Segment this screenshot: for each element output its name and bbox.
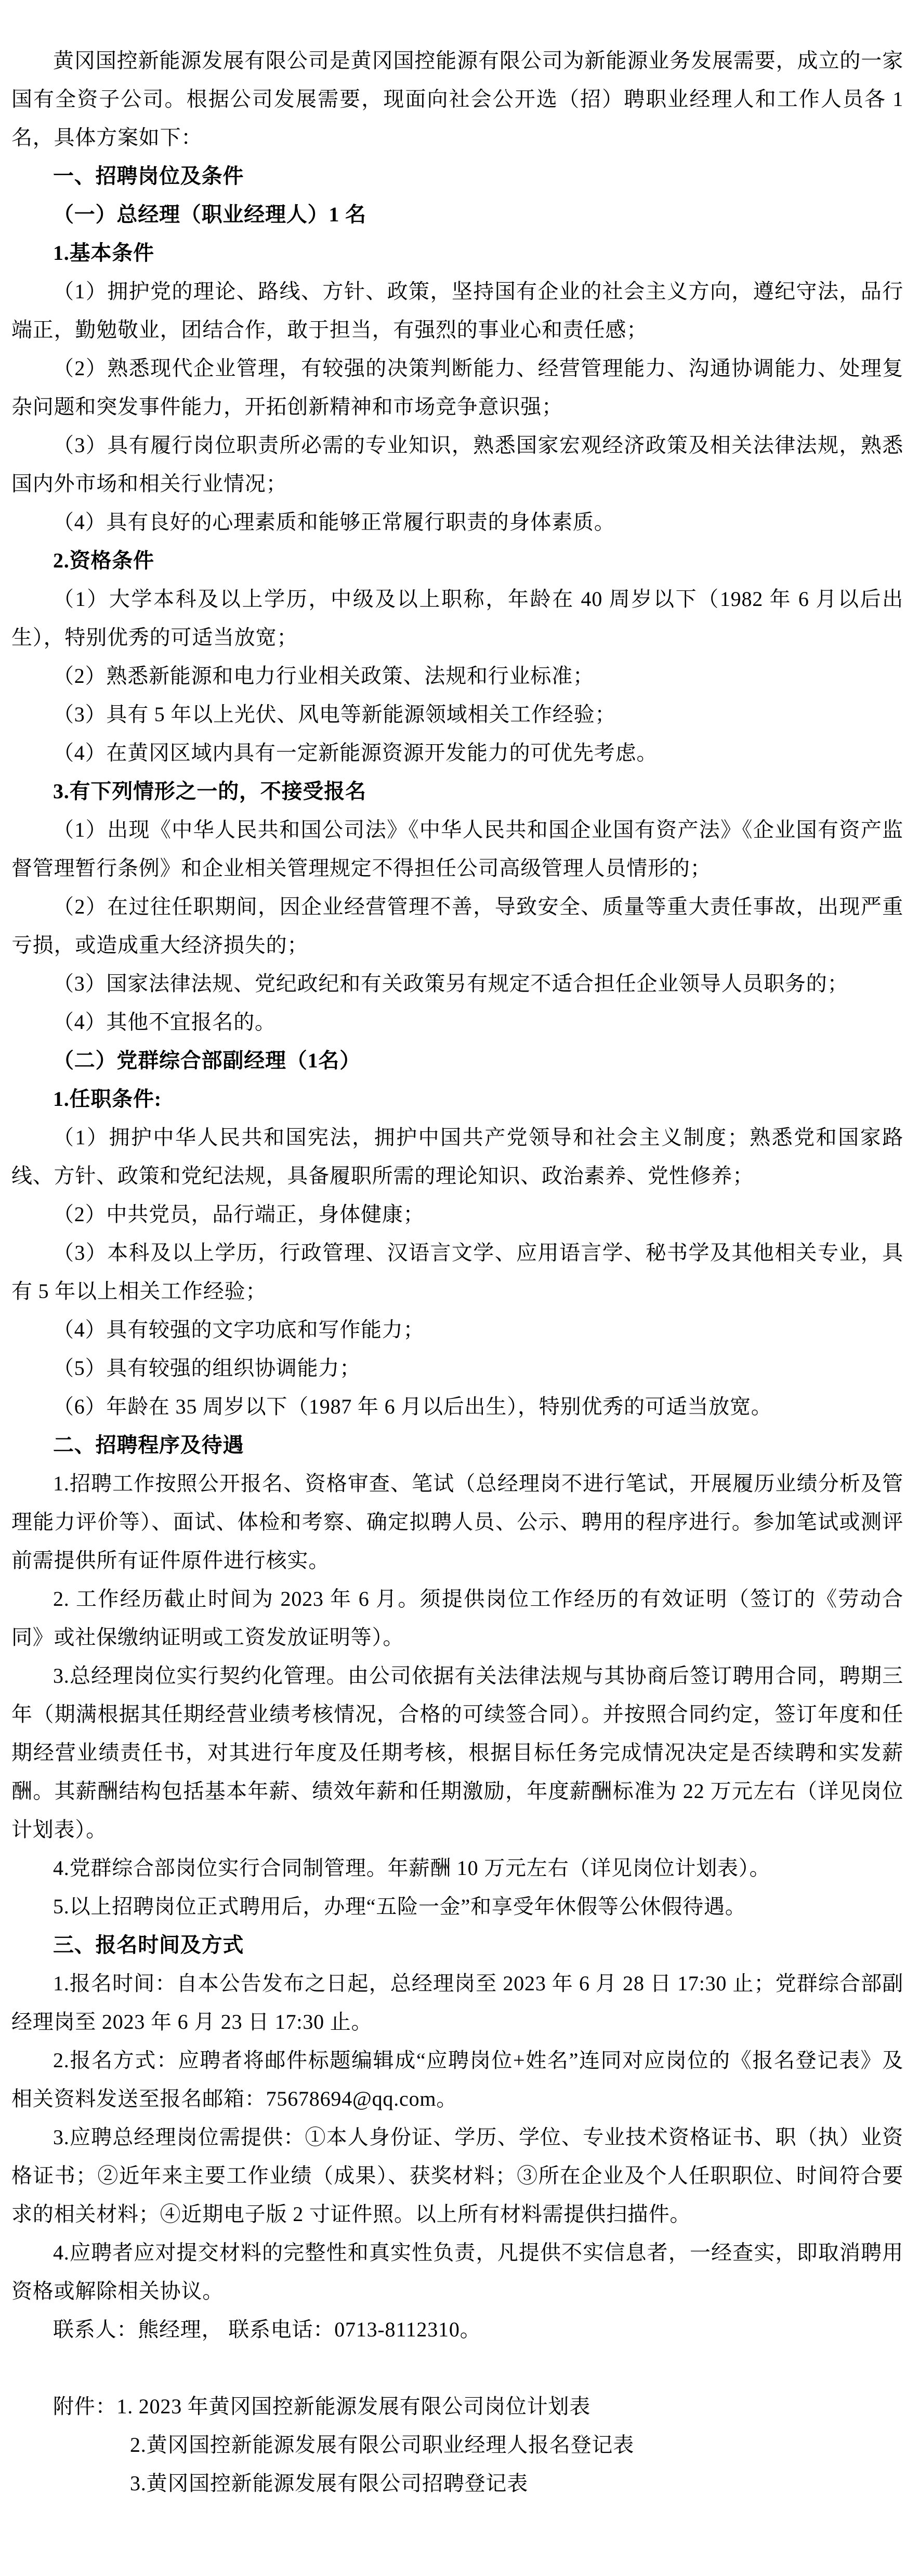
paragraph: （1）拥护党的理论、路线、方针、政策，坚持国有企业的社会主义方向，遵纪守法，品行端正，勤勉敬业，团结合作，敢于担当，有强烈的事业心和责任感； — [11, 280, 903, 341]
paragraph: 5.以上招聘岗位正式聘用后，办理“五险一金”和享受年休假等公休假待遇。 — [53, 1895, 746, 1918]
paragraph: 3.总经理岗位实行契约化管理。由公司依据有关法律法规与其协商后签订聘用合同，聘期三年（期满根据其任期经营业绩考核情况，合格的可续签合同）。并按照合同约定，签订年度和任期经营业绩责任书，对其进行年度及任期考核，根据目标任务完成情况决定是否续聘和实发薪酬。其薪酬结构包括基本年薪、绩效年薪和任期激励，年度薪酬标准为 22 万元左右（详见岗位计划表）。 — [11, 1664, 903, 1841]
section-heading-3: 三、报名时间及方式 — [53, 1934, 244, 1957]
paragraph: （1）出现《中华人民共和国公司法》《中华人民共和国企业国有资产法》《企业国有资产监督管理暂行条例》和企业相关管理规定不得担任公司高级管理人员情形的； — [11, 818, 903, 880]
paragraph: 2. 工作经历截止时间为 2023 年 6 月。须提供岗位工作经历的有效证明（签订的《劳动合同》或社保缴纳证明或工资发放证明等）。 — [11, 1587, 903, 1649]
subsection-heading-post-conditions: 1.任职条件: — [53, 1087, 162, 1111]
contact-line: 联系人：熊经理， 联系电话：0713-8112310。 — [53, 2318, 481, 2341]
paragraph: （6）年龄在 35 周岁以下（1987 年 6 月以后出生），特别优秀的可适当放宽。 — [53, 1395, 772, 1418]
section-heading-1: 一、招聘岗位及条件 — [53, 165, 244, 188]
section-heading-2: 二、招聘程序及待遇 — [53, 1434, 244, 1457]
attachments-line-2: 2.黄冈国控新能源发展有限公司职业经理人报名登记表 — [130, 2433, 634, 2456]
attachments-line-1: 附件：1. 2023 年黄冈国控新能源发展有限公司岗位计划表 — [53, 2395, 590, 2418]
subsection-heading-qualification-conditions: 2.资格条件 — [53, 549, 154, 572]
paragraph: （2）熟悉新能源和电力行业相关政策、法规和行业标准； — [53, 664, 594, 688]
subsection-heading-deputy-manager: （二）党群综合部副经理（1名） — [53, 1049, 361, 1072]
paragraph: （1）拥护中华人民共和国宪法，拥护中国共产党领导和社会主义制度；熟悉党和国家路线、方针、政策和党纪法规，具备履职所需的理论知识、政治素养、党性修养； — [11, 1126, 903, 1187]
subsection-heading-general-manager: （一）总经理（职业经理人）1 名 — [53, 203, 366, 226]
announcement-body — [11, 42, 903, 2503]
paragraph: 3.应聘总经理岗位需提供：①本人身份证、学历、学位、专业技术资格证书、职（执）业资格证书；②近年来主要工作业绩（成果）、获奖材料；③所在企业及个人任职职位、时间符合要求的相关材料；④近期电子版 2 寸证件照。以上所有材料需提供扫描件。 — [11, 2125, 903, 2226]
subsection-heading-basic-conditions: 1.基本条件 — [53, 241, 154, 265]
paragraph: （4）具有较强的文字功底和写作能力； — [53, 1318, 425, 1341]
paragraph: （2）熟悉现代企业管理，有较强的决策判断能力、经营管理能力、沟通协调能力、处理复杂问题和突发事件能力，开拓创新精神和市场竞争意识强； — [11, 356, 903, 418]
paragraph: （3）具有履行岗位职责所必需的专业知识，熟悉国家宏观经济政策及相关法律法规，熟悉国内外市场和相关行业情况； — [11, 433, 903, 495]
paragraph: 2.报名方式：应聘者将邮件标题编辑成“应聘岗位+姓名”连同对应岗位的《报名登记表》及相关资料发送至报名邮箱：75678694@qq.com。 — [11, 2049, 903, 2110]
subsection-heading-rejection-cases: 3.有下列情形之一的，不接受报名 — [53, 780, 366, 803]
paragraph: 4.党群综合部岗位实行合同制管理。年薪酬 10 万元左右（详见岗位计划表）。 — [53, 1856, 771, 1880]
paragraph: （4）在黄冈区域内具有一定新能源资源开发能力的可优先考虑。 — [53, 741, 658, 764]
paragraph: （4）其他不宜报名的。 — [53, 1010, 276, 1034]
paragraph: （1）大学本科及以上学历，中级及以上职称，年龄在 40 周岁以下（1982 年 6 月以后出生），特别优秀的可适当放宽； — [11, 587, 903, 649]
paragraph: 1.报名时间：自本公告发布之日起，总经理岗至 2023 年 6 月 28 日 17:30 止；党群综合部副经理岗至 2023 年 6 月 23 日 17:30 止。 — [11, 1972, 903, 2033]
paragraph: （3）本科及以上学历，行政管理、汉语言文学、应用语言学、秘书学及其他相关专业，具有 5 年以上相关工作经验； — [11, 1241, 903, 1303]
intro-paragraph: 黄冈国控新能源发展有限公司是黄冈国控能源有限公司为新能源业务发展需要，成立的一家国有全资子公司。根据公司发展需要，现面向社会公开选（招）聘职业经理人和工作人员各 1 名，具体方案如下： — [11, 49, 903, 149]
paragraph: （2）在过往任职期间，因企业经营管理不善，导致安全、质量等重大责任事故，出现严重亏损，或造成重大经济损失的； — [11, 895, 903, 957]
paragraph: （3）国家法律法规、党纪政纪和有关政策另有规定不适合担任企业领导人员职务的； — [53, 972, 849, 995]
attachments-line-3: 3.黄冈国控新能源发展有限公司招聘登记表 — [130, 2472, 528, 2495]
paragraph: （3）具有 5 年以上光伏、风电等新能源领域相关工作经验； — [53, 703, 616, 726]
paragraph: 1.招聘工作按照公开报名、资格审查、笔试（总经理岗不进行笔试，开展履历业绩分析及管理能力评价等）、面试、体检和考察、确定拟聘人员、公示、聘用的程序进行。参加笔试或测评前需提供所有证件原件进行核实。 — [11, 1472, 903, 1572]
paragraph: （5）具有较强的组织协调能力； — [53, 1356, 361, 1380]
paragraph: （2）中共党员，品行端正，身体健康； — [53, 1203, 425, 1226]
paragraph: 4.应聘者应对提交材料的完整性和真实性负责，凡提供不实信息者，一经查实，即取消聘用资格或解除相关协议。 — [11, 2241, 903, 2303]
paragraph: （4）具有良好的心理素质和能够正常履行职责的身体素质。 — [53, 510, 615, 534]
